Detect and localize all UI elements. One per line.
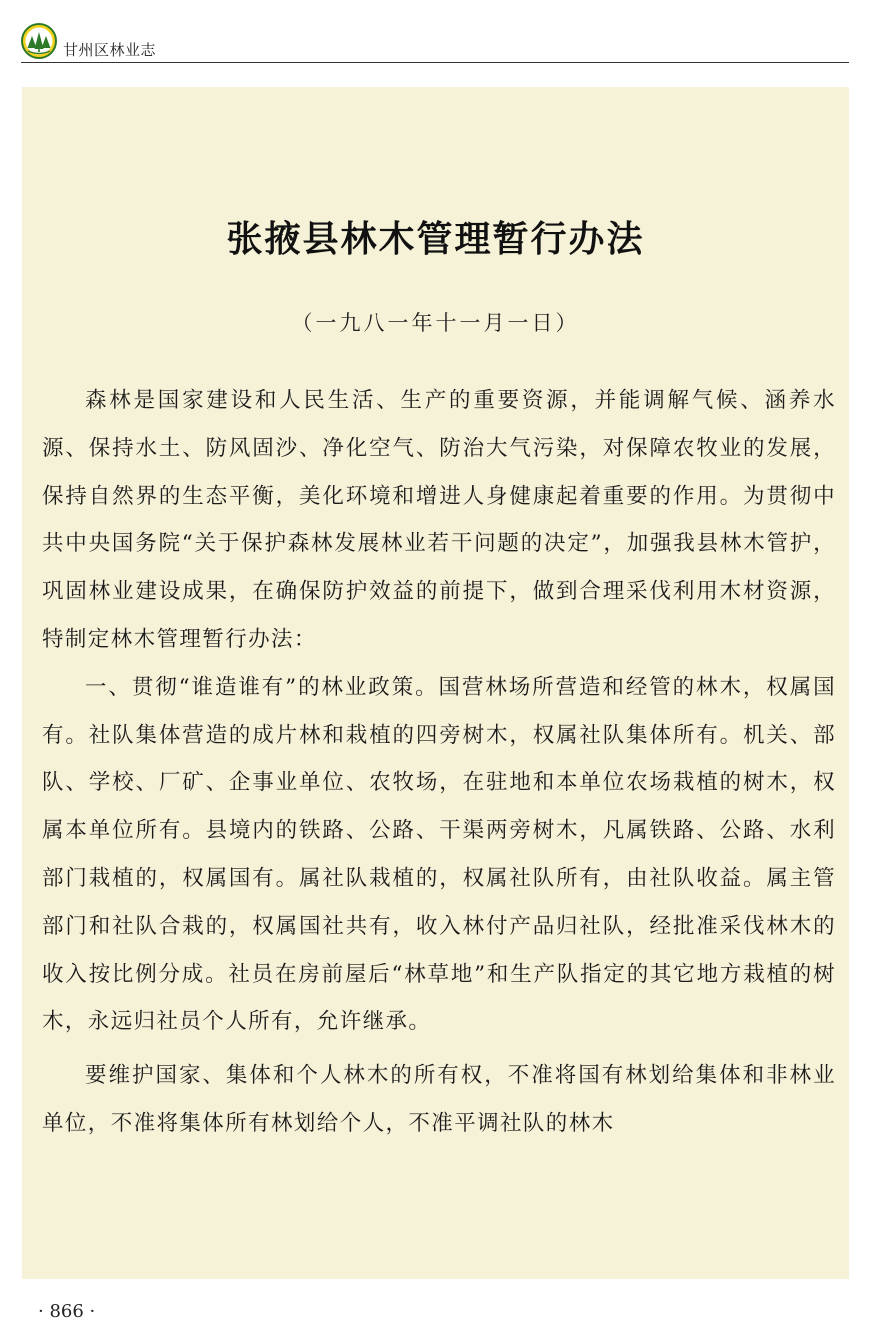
document-body <box>42 377 836 1148</box>
paragraph: 要维护国家、集体和个人林木的所有权，不准将国有林划给集体和非林业单位，不准将集体所有林划给个人，不准平调社队的林木 <box>42 1063 836 1136</box>
book-title: 甘州区林业志 <box>63 41 157 59</box>
scanned-page <box>22 87 849 1279</box>
paragraph: 一、贯彻“谁造谁有”的林业政策。国营林场所营造和经管的林木，权属国有。社队集体营造的成片林和栽植的四旁树木，权属社队集体所有。机关、部队、学校、厂矿、企事业单位、农牧场，在驻地和本单位农场栽植的树木，权属本单位所有。县境内的铁路、公路、干渠两旁树木，凡属铁路、公路、水利部门栽植的，权属国有。属社队栽植的，权属社队所有，由社队收益。属主管部门和社队合栽的，权属国社共有，收入林付产品归社队，经批准采伐林木的收入按比例分成。社员在房前屋后“林草地”和生产队指定的其它地方栽植的树木，永远归社员个人所有，允许继承。 <box>42 674 836 1035</box>
header-divider <box>21 62 849 63</box>
document-title: 张掖县林木管理暂行办法 <box>226 218 645 260</box>
page-number: · 866 · <box>38 1301 96 1322</box>
forest-logo-icon <box>21 23 57 59</box>
paragraph: 森林是国家建设和人民生活、生产的重要资源，并能调解气候、涵养水源、保持水土、防风固沙、净化空气、防治大气污染，对保障农牧业的发展，保持自然界的生态平衡，美化环境和增进人身健康起着重要的作用。为贯彻中共中央国务院“关于保护森林发展林业若干问题的决定”，加强我县林木管护，巩固林业建设成果，在确保防护效益的前提下，做到合理采伐利用木材资源，特制定林木管理暂行办法： <box>42 388 836 652</box>
page-header <box>0 0 871 64</box>
document-date: （一九八一年十一月一日） <box>291 311 580 335</box>
